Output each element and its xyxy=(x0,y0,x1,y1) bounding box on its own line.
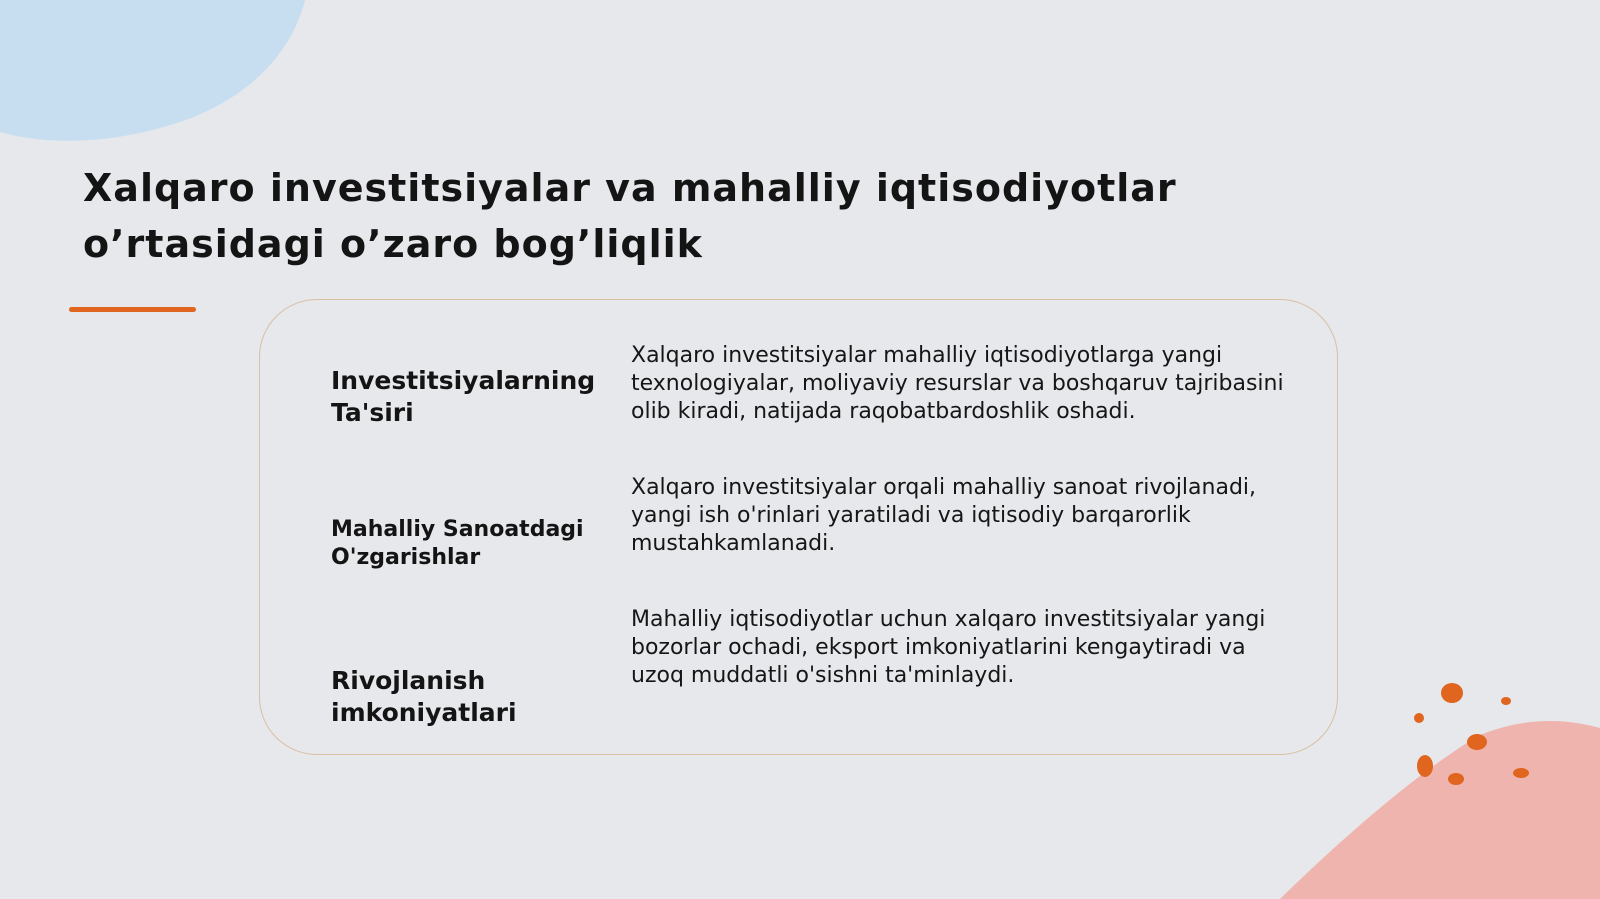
row-3-label-line-1: Rivojlanish xyxy=(331,666,486,695)
row-3-desc-line-1: Mahalliy iqtisodiyotlar uchun xalqaro investitsiyalar yangi xyxy=(631,607,1266,632)
pink-blob-shape xyxy=(1280,721,1600,899)
row-description-investitsiyalarning-tasiri xyxy=(631,342,1291,426)
row-2-label-line-2: O'zgarishlar xyxy=(331,545,481,570)
row-3-desc-line-3: uzoq muddatli o'sishni ta'minlaydi. xyxy=(631,663,1015,688)
row-description-rivojlanish-imkoniyatlari xyxy=(631,606,1291,690)
slide-title-line-2: o’rtasidagi o’zaro bog’liqlik xyxy=(83,222,703,266)
row-description-mahalliy-sanoatdagi-ozgarishlar xyxy=(631,474,1291,558)
row-1-desc-line-3: olib kiradi, natijada raqobatbardoshlik oshadi. xyxy=(631,399,1136,424)
row-3-desc-line-2: bozorlar ochadi, eksport imkoniyatlarini kengaytiradi va xyxy=(631,635,1246,660)
row-label-investitsiyalarning-tasiri xyxy=(331,365,601,429)
row-1-label-line-2: Ta'siri xyxy=(331,398,414,427)
row-2-desc-line-3: mustahkamlanadi. xyxy=(631,531,836,556)
blue-blob-shape xyxy=(0,0,305,141)
slide-title-line-1: Xalqaro investitsiyalar va mahalliy iqtisodiyotlar xyxy=(83,166,1177,210)
row-1-label-line-1: Investitsiyalarning xyxy=(331,366,596,395)
row-label-rivojlanish-imkoniyatlari xyxy=(331,665,601,729)
row-2-label-line-1: Mahalliy Sanoatdagi xyxy=(331,517,584,542)
row-3-label-line-2: imkoniyatlari xyxy=(331,698,517,727)
slide-title xyxy=(83,160,1263,272)
row-label-mahalliy-sanoatdagi-ozgarishlar xyxy=(331,516,601,572)
row-1-desc-line-2: texnologiyalar, moliyaviy resurslar va boshqaruv tajribasini xyxy=(631,371,1284,396)
title-underline-accent xyxy=(69,307,196,312)
row-1-desc-line-1: Xalqaro investitsiyalar mahalliy iqtisodiyotlarga yangi xyxy=(631,343,1223,368)
row-2-desc-line-1: Xalqaro investitsiyalar orqali mahalliy sanoat rivojlanadi, xyxy=(631,475,1257,500)
row-2-desc-line-2: yangi ish o'rinlari yaratiladi va iqtisodiy barqarorlik xyxy=(631,503,1191,528)
